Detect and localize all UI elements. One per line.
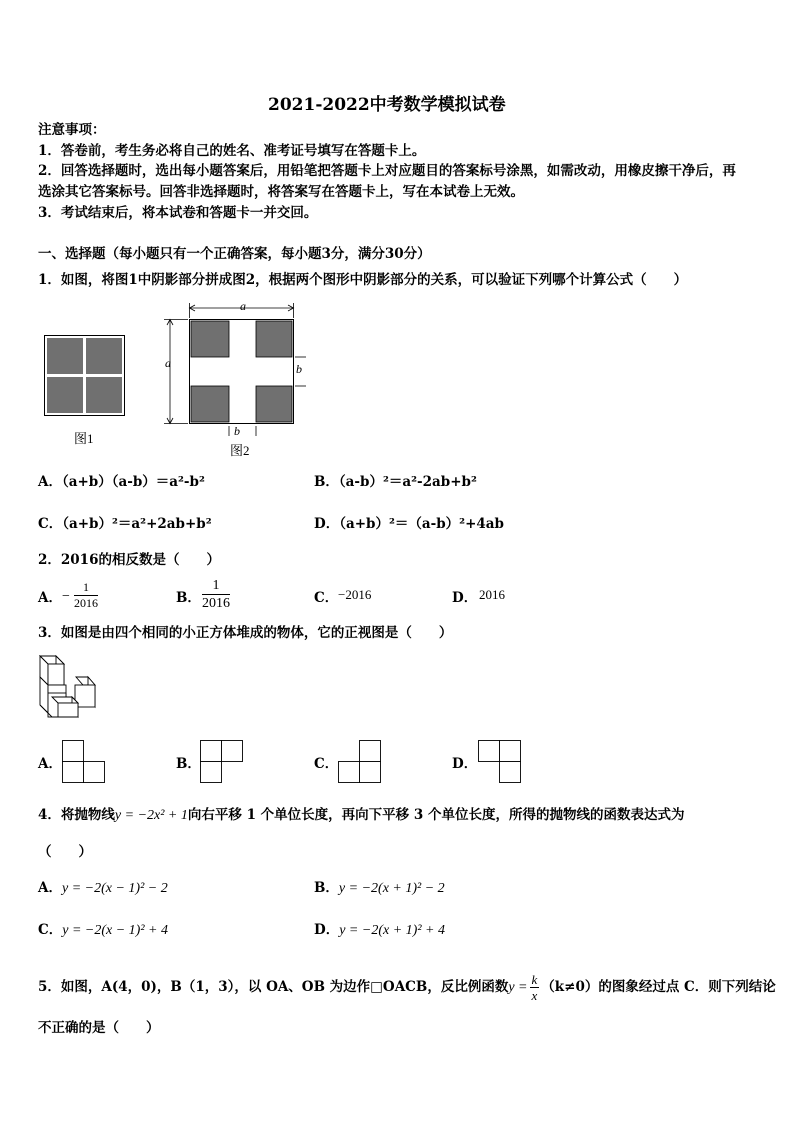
q3-option-a-figure[interactable] [62, 740, 106, 784]
q1-label-a-left: a [165, 356, 171, 370]
q1-fig1-caption: 图1 [74, 431, 94, 446]
notice-item-2a: 2．回答选择题时，选出每小题答案后，用铅笔把答题卡上对应题目的答案标号涂黑，如需改动，用橡皮擦干净后，再 [38, 163, 736, 179]
q4-option-a-label: A． [38, 880, 62, 896]
notice-item-1: 1．答卷前，考生务必将自己的姓名、准考证号填写在答题卡上。 [38, 143, 426, 159]
q1-option-c: C．（a+b）²＝a²+2ab+b² [38, 516, 212, 532]
q5-stem-2: 不正确的是（ ） [38, 1020, 160, 1036]
q1-option-a: A．（a+b）（a-b）＝a²-b² [38, 474, 205, 490]
q1-label-b-bottom: b [234, 424, 240, 438]
q2-stem: 2．2016的相反数是（ ） [38, 552, 220, 568]
q2-a-numerator: 1 [74, 580, 98, 596]
q4-option-c [38, 920, 168, 941]
q2-option-a-sign: − [62, 589, 70, 604]
q5-stem [38, 972, 776, 1003]
page-title: 2021-2022中考数学模拟试卷 [268, 95, 506, 115]
q3-option-b-figure[interactable] [200, 740, 244, 784]
q2-option-b-fraction [202, 577, 230, 612]
q1-option-d: D．（a+b）²＝（a-b）²+4ab [314, 516, 504, 532]
q3-option-a-label: A． [38, 756, 62, 772]
q4-option-d [314, 920, 445, 941]
q4-option-c-expr: y = −2(x − 1)² + 4 [62, 923, 168, 938]
notice-item-3: 3．考试结束后，将本试卷和答题卡一并交回。 [38, 205, 318, 221]
q2-option-c-label: C． [314, 590, 339, 606]
notice-heading: 注意事项： [38, 122, 106, 138]
q2-option-c-value: −2016 [338, 587, 372, 602]
q2-option-a-label: A． [38, 590, 62, 606]
q1-figure-1 [44, 335, 126, 417]
q2-option-a-fraction [74, 580, 98, 611]
q3-option-b-label: B． [176, 756, 201, 772]
q5-k: k [531, 972, 538, 987]
q3-option-d-label: D． [452, 756, 478, 772]
section-heading: 一、选择题（每小题只有一个正确答案，每小题3分，满分30分） [38, 246, 431, 262]
q4-option-b [314, 878, 445, 899]
q1-label-b-right: b [296, 362, 302, 376]
q3-option-d-figure[interactable] [478, 740, 522, 784]
q4-option-a [38, 878, 168, 899]
q3-stem: 3．如图是由四个相同的小正方体堆成的物体，它的正视图是（ ） [38, 625, 453, 641]
q4-stem-post: 向右平移 1 个单位长度，再向下平移 3 个单位长度，所得的抛物线的函数表达式为 [187, 807, 685, 823]
q1-option-b: B．（a-b）²＝a²-2ab+b² [314, 474, 477, 490]
q4-option-d-expr: y = −2(x + 1)² + 4 [339, 923, 445, 938]
q2-option-d-value: 2016 [479, 587, 505, 602]
q3-cubes-figure [38, 655, 98, 721]
q4-paren: （ ） [38, 844, 92, 860]
q4-option-d-label: D． [314, 922, 340, 938]
q5-stem-pre: 5．如图，A(4，0)，B（1，3），以 OA、OB 为边作□OACB，反比例函数 [38, 979, 509, 995]
q4-stem-pre: 4．将抛物线 [38, 807, 115, 823]
q5-y-eq: y = [508, 980, 528, 995]
q1-label-a-top: a [240, 299, 246, 313]
q5-fraction [530, 972, 540, 1003]
q3-option-c-label: C． [314, 756, 339, 772]
q5-x: x [531, 988, 538, 1003]
q3-option-c-figure[interactable] [338, 740, 382, 784]
q2-a-denominator: 2016 [74, 596, 98, 610]
notice-item-2b: 选涂其它答案标号。回答非选择题时，将答案写在答题卡上，写在本试卷上无效。 [38, 184, 524, 200]
q2-option-b-label: B． [176, 590, 201, 606]
q4-option-b-label: B． [314, 880, 339, 896]
q1-fig2-caption: 图2 [230, 443, 250, 458]
q4-option-c-label: C． [38, 922, 63, 938]
q4-stem [38, 805, 684, 826]
q4-option-b-expr: y = −2(x + 1)² − 2 [338, 881, 445, 896]
q4-option-a-expr: y = −2(x − 1)² − 2 [61, 881, 168, 896]
q4-stem-expr: y = −2x² + 1 [114, 808, 188, 823]
q2-b-denominator: 2016 [202, 596, 230, 611]
q5-stem-post: （k≠0）的图象经过点 C．则下列结论 [541, 979, 776, 995]
q1-figure-2 [160, 298, 310, 440]
q1-stem: 1．如图，将图1中阴影部分拼成图2，根据两个图形中阴影部分的关系，可以验证下列哪个计算公式（ ） [38, 272, 688, 288]
q2-b-numerator: 1 [202, 577, 230, 595]
q2-option-d-label: D． [452, 590, 478, 606]
